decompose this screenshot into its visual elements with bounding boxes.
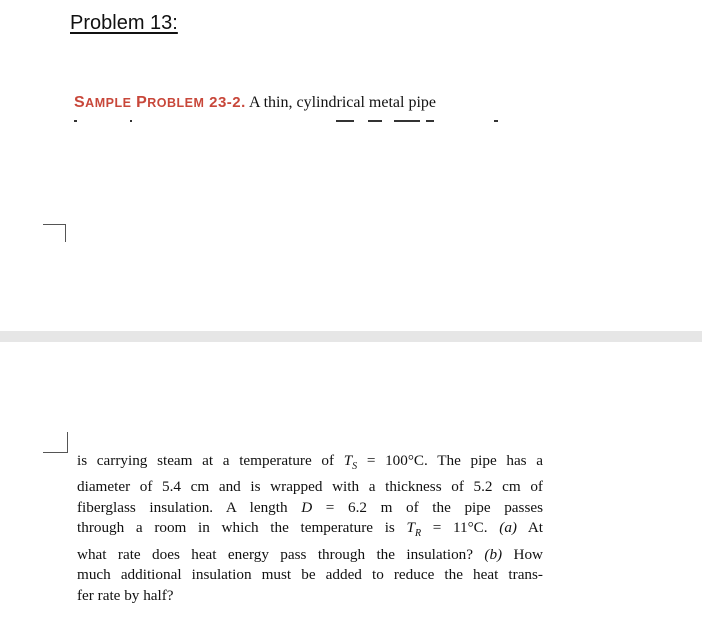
section-separator bbox=[0, 331, 702, 342]
intro-text: A thin, cylindrical metal pipe bbox=[248, 94, 436, 111]
sample-problem-label: SAMPLE PROBLEM 23-2. bbox=[74, 94, 246, 111]
body-line-5: what rate does heat energy pass through the insulation? (b) How bbox=[77, 545, 544, 563]
body-line-4: through a room in which the temperature is $T_R = 11^\circ C$. (a) At bbox=[77, 519, 543, 540]
problem-heading: Problem 13: bbox=[70, 12, 178, 34]
problem-body bbox=[77, 451, 543, 606]
crop-corner-mark-bottom bbox=[43, 432, 68, 453]
body-line-2: diameter of 5.4 cm and is wrapped with a thickness of 5.2 cm of bbox=[77, 478, 543, 496]
body-line-7: fer rate by half? bbox=[77, 586, 174, 604]
crop-corner-mark-top bbox=[43, 224, 66, 242]
body-line-6: much additional insulation must be added to reduce the heat trans- bbox=[77, 566, 543, 584]
cropped-text-fragment bbox=[74, 120, 534, 124]
body-line-1: is carrying steam at a temperature of $T_S = 100^\circ C$. The pipe has a bbox=[77, 452, 544, 473]
sample-problem-intro bbox=[74, 94, 436, 112]
body-line-3: fiberglass insulation. A length D = 6.2 m of the pipe passes bbox=[77, 498, 544, 516]
